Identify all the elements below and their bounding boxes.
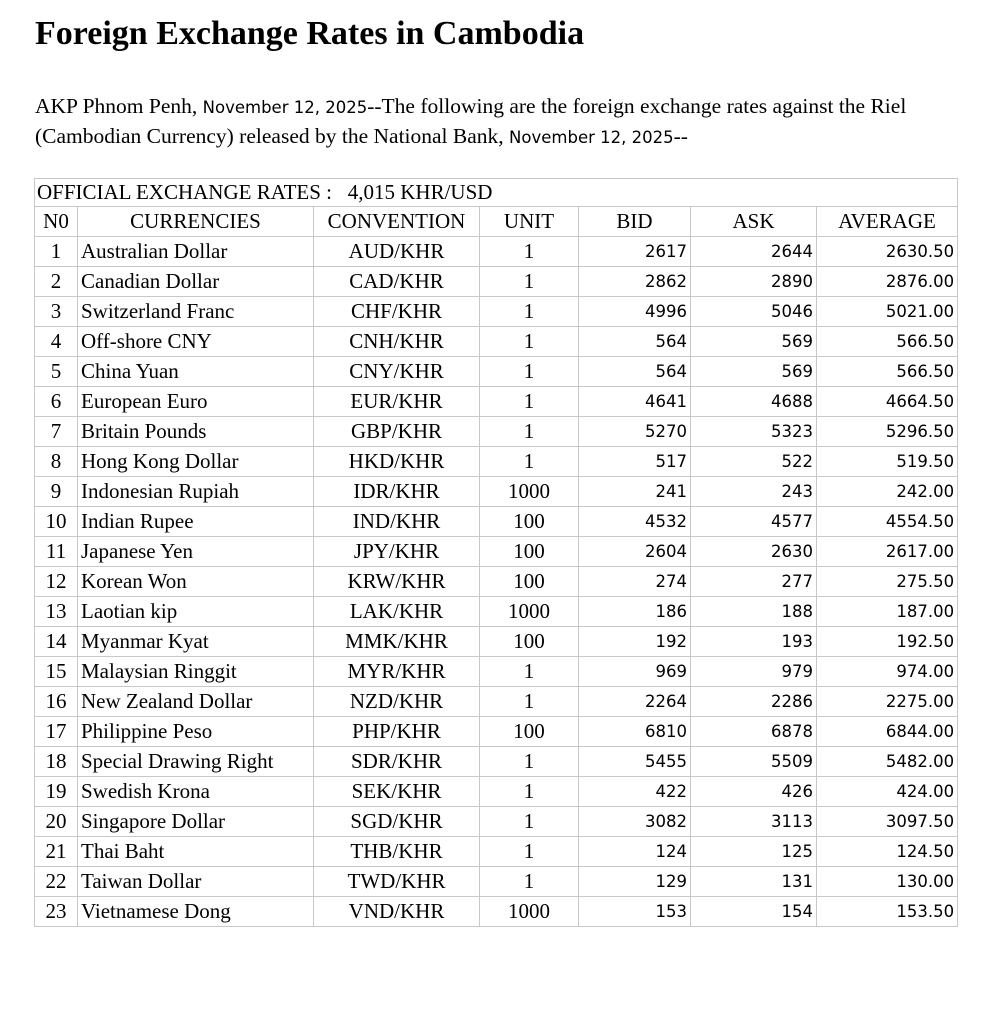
currency-name-cell: Korean Won [78, 567, 314, 597]
row-number-cell: 17 [35, 717, 78, 747]
convention-cell: AUD/KHR [314, 237, 480, 267]
currency-name-cell: Off-shore CNY [78, 327, 314, 357]
currency-name-cell: Indian Rupee [78, 507, 314, 537]
row-number-cell: 11 [35, 537, 78, 567]
ask-cell: 3113 [691, 807, 817, 837]
ask-cell: 2644 [691, 237, 817, 267]
table-row [35, 687, 958, 717]
row-number-cell: 21 [35, 837, 78, 867]
convention-cell: CNH/KHR [314, 327, 480, 357]
table-row [35, 417, 958, 447]
unit-cell: 1 [480, 777, 579, 807]
row-number-cell: 4 [35, 327, 78, 357]
bid-cell: 6810 [579, 717, 691, 747]
bid-cell: 186 [579, 597, 691, 627]
convention-cell: HKD/KHR [314, 447, 480, 477]
ask-cell: 6878 [691, 717, 817, 747]
intro-date-1: November 12, 2025 [202, 98, 368, 117]
currency-name-cell: Britain Pounds [78, 417, 314, 447]
currency-name-cell: Indonesian Rupiah [78, 477, 314, 507]
official-rate-label: OFFICIAL EXCHANGE RATES : [37, 180, 332, 204]
unit-cell: 100 [480, 507, 579, 537]
unit-cell: 100 [480, 537, 579, 567]
intro-date-2: November 12, 2025 [509, 128, 674, 147]
currency-name-cell: Myanmar Kyat [78, 627, 314, 657]
ask-cell: 2630 [691, 537, 817, 567]
convention-cell: MMK/KHR [314, 627, 480, 657]
table-row [35, 867, 958, 897]
table-row [35, 777, 958, 807]
bid-cell: 2617 [579, 237, 691, 267]
unit-cell: 1 [480, 807, 579, 837]
average-cell: 5296.50 [817, 417, 958, 447]
row-number-cell: 1 [35, 237, 78, 267]
row-number-cell: 6 [35, 387, 78, 417]
average-cell: 974.00 [817, 657, 958, 687]
column-header-convention: CONVENTION [314, 207, 480, 237]
convention-cell: GBP/KHR [314, 417, 480, 447]
table-row [35, 357, 958, 387]
table-row [35, 837, 958, 867]
intro-text-2: --The following are the foreign exchange rates against the Riel (Cambodian Currency) released by the National Bank, [35, 94, 907, 148]
bid-cell: 241 [579, 477, 691, 507]
exchange-rates-table [34, 178, 958, 927]
ask-cell: 5046 [691, 297, 817, 327]
table-row [35, 537, 958, 567]
ask-cell: 131 [691, 867, 817, 897]
convention-cell: KRW/KHR [314, 567, 480, 597]
average-cell: 2876.00 [817, 267, 958, 297]
unit-cell: 1 [480, 237, 579, 267]
row-number-cell: 2 [35, 267, 78, 297]
unit-cell: 1 [480, 297, 579, 327]
table-row [35, 657, 958, 687]
table-row [35, 597, 958, 627]
average-cell: 2617.00 [817, 537, 958, 567]
average-cell: 566.50 [817, 357, 958, 387]
row-number-cell: 13 [35, 597, 78, 627]
convention-cell: PHP/KHR [314, 717, 480, 747]
unit-cell: 100 [480, 627, 579, 657]
convention-cell: SEK/KHR [314, 777, 480, 807]
row-number-cell: 16 [35, 687, 78, 717]
unit-cell: 100 [480, 717, 579, 747]
table-row [35, 717, 958, 747]
page-title: Foreign Exchange Rates in Cambodia [35, 15, 585, 52]
table-row [35, 237, 958, 267]
table-row [35, 567, 958, 597]
convention-cell: TWD/KHR [314, 867, 480, 897]
table-row [35, 447, 958, 477]
bid-cell: 4532 [579, 507, 691, 537]
currency-name-cell: Swedish Krona [78, 777, 314, 807]
convention-cell: CNY/KHR [314, 357, 480, 387]
convention-cell: SGD/KHR [314, 807, 480, 837]
ask-cell: 193 [691, 627, 817, 657]
row-number-cell: 5 [35, 357, 78, 387]
bid-cell: 5270 [579, 417, 691, 447]
currency-name-cell: Japanese Yen [78, 537, 314, 567]
convention-cell: VND/KHR [314, 897, 480, 927]
convention-cell: THB/KHR [314, 837, 480, 867]
ask-cell: 569 [691, 357, 817, 387]
ask-cell: 4577 [691, 507, 817, 537]
bid-cell: 124 [579, 837, 691, 867]
ask-cell: 154 [691, 897, 817, 927]
bid-cell: 4996 [579, 297, 691, 327]
average-cell: 130.00 [817, 867, 958, 897]
currency-name-cell: Special Drawing Right [78, 747, 314, 777]
ask-cell: 4688 [691, 387, 817, 417]
column-header-bid: BID [579, 207, 691, 237]
unit-cell: 1 [480, 357, 579, 387]
convention-cell: IND/KHR [314, 507, 480, 537]
unit-cell: 1 [480, 837, 579, 867]
table-row [35, 477, 958, 507]
average-cell: 153.50 [817, 897, 958, 927]
convention-cell: NZD/KHR [314, 687, 480, 717]
ask-cell: 5323 [691, 417, 817, 447]
average-cell: 6844.00 [817, 717, 958, 747]
row-number-cell: 23 [35, 897, 78, 927]
ask-cell: 569 [691, 327, 817, 357]
bid-cell: 2264 [579, 687, 691, 717]
bid-cell: 274 [579, 567, 691, 597]
table-row [35, 507, 958, 537]
table-row [35, 747, 958, 777]
average-cell: 5021.00 [817, 297, 958, 327]
row-number-cell: 12 [35, 567, 78, 597]
currency-name-cell: Thai Baht [78, 837, 314, 867]
row-number-cell: 10 [35, 507, 78, 537]
average-cell: 424.00 [817, 777, 958, 807]
currency-name-cell: Taiwan Dollar [78, 867, 314, 897]
column-header-no: N0 [35, 207, 78, 237]
bid-cell: 422 [579, 777, 691, 807]
bid-cell: 5455 [579, 747, 691, 777]
currency-name-cell: Switzerland Franc [78, 297, 314, 327]
currency-name-cell: Laotian kip [78, 597, 314, 627]
table-row [35, 297, 958, 327]
currency-name-cell: Malaysian Ringgit [78, 657, 314, 687]
table-row [35, 387, 958, 417]
row-number-cell: 3 [35, 297, 78, 327]
ask-cell: 522 [691, 447, 817, 477]
table-row [35, 627, 958, 657]
official-rate-row [35, 179, 958, 207]
ask-cell: 2890 [691, 267, 817, 297]
intro-paragraph [35, 92, 965, 152]
average-cell: 519.50 [817, 447, 958, 477]
convention-cell: LAK/KHR [314, 597, 480, 627]
bid-cell: 564 [579, 327, 691, 357]
bid-cell: 564 [579, 357, 691, 387]
currency-name-cell: Australian Dollar [78, 237, 314, 267]
average-cell: 275.50 [817, 567, 958, 597]
row-number-cell: 19 [35, 777, 78, 807]
bid-cell: 3082 [579, 807, 691, 837]
unit-cell: 1 [480, 387, 579, 417]
bid-cell: 153 [579, 897, 691, 927]
unit-cell: 1 [480, 327, 579, 357]
bid-cell: 4641 [579, 387, 691, 417]
average-cell: 2630.50 [817, 237, 958, 267]
ask-cell: 277 [691, 567, 817, 597]
unit-cell: 100 [480, 567, 579, 597]
convention-cell: EUR/KHR [314, 387, 480, 417]
average-cell: 4554.50 [817, 507, 958, 537]
convention-cell: CHF/KHR [314, 297, 480, 327]
currency-name-cell: Canadian Dollar [78, 267, 314, 297]
average-cell: 566.50 [817, 327, 958, 357]
average-cell: 124.50 [817, 837, 958, 867]
ask-cell: 125 [691, 837, 817, 867]
unit-cell: 1000 [480, 897, 579, 927]
ask-cell: 243 [691, 477, 817, 507]
table-row [35, 267, 958, 297]
unit-cell: 1 [480, 867, 579, 897]
unit-cell: 1000 [480, 477, 579, 507]
average-cell: 242.00 [817, 477, 958, 507]
row-number-cell: 9 [35, 477, 78, 507]
intro-text-3: -- [673, 124, 688, 148]
bid-cell: 2604 [579, 537, 691, 567]
row-number-cell: 22 [35, 867, 78, 897]
currency-name-cell: Vietnamese Dong [78, 897, 314, 927]
unit-cell: 1000 [480, 597, 579, 627]
table-header-row [35, 207, 958, 237]
currency-name-cell: Philippine Peso [78, 717, 314, 747]
bid-cell: 517 [579, 447, 691, 477]
ask-cell: 2286 [691, 687, 817, 717]
unit-cell: 1 [480, 657, 579, 687]
row-number-cell: 15 [35, 657, 78, 687]
average-cell: 2275.00 [817, 687, 958, 717]
table-row [35, 327, 958, 357]
table-row [35, 807, 958, 837]
row-number-cell: 7 [35, 417, 78, 447]
table-row [35, 897, 958, 927]
unit-cell: 1 [480, 747, 579, 777]
currency-name-cell: Singapore Dollar [78, 807, 314, 837]
average-cell: 5482.00 [817, 747, 958, 777]
row-number-cell: 14 [35, 627, 78, 657]
unit-cell: 1 [480, 417, 579, 447]
official-rate-caption [35, 179, 958, 207]
intro-text-1: AKP Phnom Penh, [35, 94, 203, 118]
currency-name-cell: Hong Kong Dollar [78, 447, 314, 477]
convention-cell: IDR/KHR [314, 477, 480, 507]
bid-cell: 2862 [579, 267, 691, 297]
average-cell: 3097.50 [817, 807, 958, 837]
average-cell: 187.00 [817, 597, 958, 627]
ask-cell: 979 [691, 657, 817, 687]
bid-cell: 969 [579, 657, 691, 687]
column-header-ask: ASK [691, 207, 817, 237]
convention-cell: JPY/KHR [314, 537, 480, 567]
average-cell: 192.50 [817, 627, 958, 657]
convention-cell: SDR/KHR [314, 747, 480, 777]
bid-cell: 192 [579, 627, 691, 657]
convention-cell: CAD/KHR [314, 267, 480, 297]
row-number-cell: 20 [35, 807, 78, 837]
currency-name-cell: European Euro [78, 387, 314, 417]
unit-cell: 1 [480, 687, 579, 717]
column-header-unit: UNIT [480, 207, 579, 237]
column-header-currencies: CURRENCIES [78, 207, 314, 237]
currency-name-cell: New Zealand Dollar [78, 687, 314, 717]
ask-cell: 5509 [691, 747, 817, 777]
column-header-average: AVERAGE [817, 207, 958, 237]
currency-name-cell: China Yuan [78, 357, 314, 387]
ask-cell: 188 [691, 597, 817, 627]
ask-cell: 426 [691, 777, 817, 807]
unit-cell: 1 [480, 267, 579, 297]
average-cell: 4664.50 [817, 387, 958, 417]
bid-cell: 129 [579, 867, 691, 897]
row-number-cell: 8 [35, 447, 78, 477]
unit-cell: 1 [480, 447, 579, 477]
convention-cell: MYR/KHR [314, 657, 480, 687]
official-rate-value: 4,015 KHR/USD [347, 180, 493, 204]
row-number-cell: 18 [35, 747, 78, 777]
